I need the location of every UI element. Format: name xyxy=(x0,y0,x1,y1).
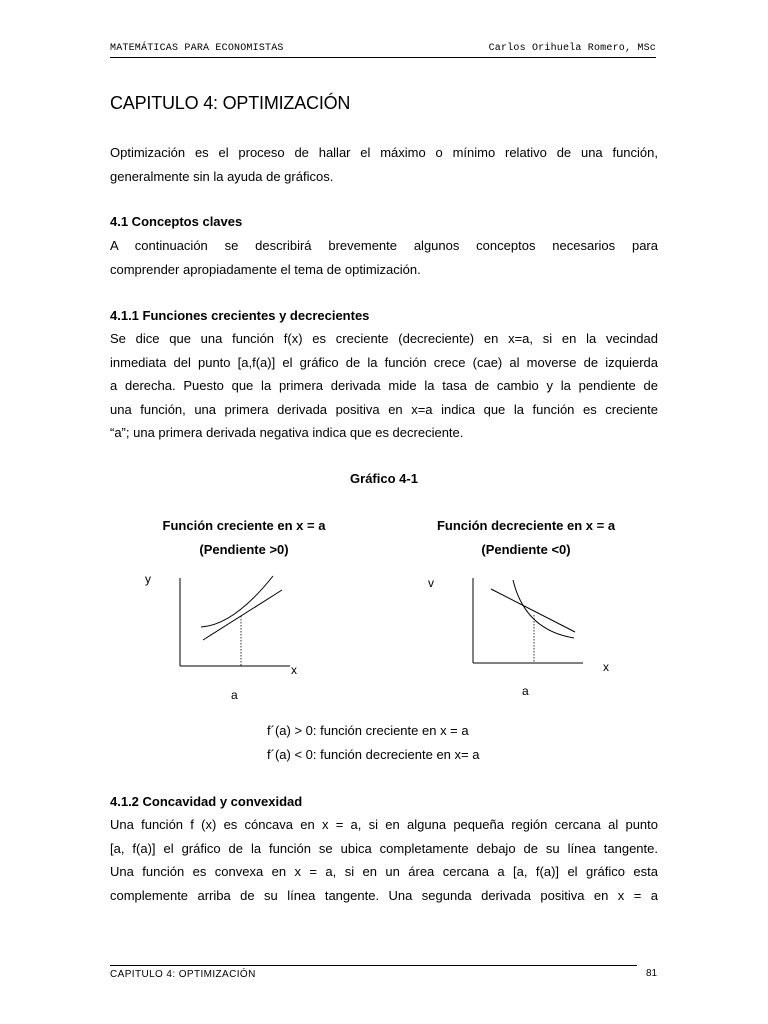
footer-label: CAPITULO 4: OPTIMIZACIÓN xyxy=(110,969,256,980)
right-tangent-line xyxy=(491,589,575,632)
section-4-1-2-paragraph xyxy=(110,813,658,907)
page-footer xyxy=(110,965,637,980)
intro-paragraph xyxy=(110,141,658,188)
right-graph-decreasing xyxy=(463,570,593,670)
text-line: generalmente sin la ayuda de gráficos. xyxy=(110,168,334,184)
page-number: 81 xyxy=(646,968,658,979)
text-line: A continuación se describirá brevemente algunos conceptos necesarios para xyxy=(110,238,658,253)
right-graph-title: Función decreciente en x = a xyxy=(436,518,616,533)
text-line: a derecha. Puesto que la primera derivada mide la tasa de cambio y la pendiente de xyxy=(110,378,658,393)
text-line: una función, una primera derivada positiva en x=a indica que la función es creciente xyxy=(110,401,658,417)
text-line: complemente arriba de su línea tangente. Una segunda derivada positiva en x = a xyxy=(110,887,658,903)
right-curve xyxy=(513,580,574,638)
left-y-axis-label: y xyxy=(145,572,151,586)
left-graph-title: Función creciente en x = a xyxy=(162,518,326,533)
text-line: [a, f(a)] el gráfico de la función se ubica completamente debajo de su línea tangente. xyxy=(110,840,658,856)
left-curve xyxy=(201,576,273,627)
left-point-a-label: a xyxy=(231,688,238,702)
section-4-1-1-paragraph xyxy=(110,327,658,445)
figure-caption: Gráfico 4-1 xyxy=(350,471,418,486)
section-heading-4-1-1: 4.1.1 Funciones crecientes y decrecientes xyxy=(110,308,370,323)
left-graph-subtitle: (Pendiente >0) xyxy=(199,542,289,557)
text-line: Se dice que una función f(x) es creciente (decreciente) en x=a, si en la vecindad xyxy=(110,331,658,346)
condition-decreasing: f´(a) < 0: función decreciente en x= a xyxy=(267,747,480,762)
right-graph-subtitle: (Pendiente <0) xyxy=(481,542,571,557)
text-line: Optimización es el proceso de hallar el máximo o mínimo relativo de una función, xyxy=(110,145,658,160)
left-tangent-line xyxy=(203,590,282,640)
section-heading-4-1: 4.1 Conceptos claves xyxy=(110,214,243,229)
section-heading-4-1-2: 4.1.2 Concavidad y convexidad xyxy=(110,794,303,809)
header-right: Carlos Orihuela Romero, MSc xyxy=(488,43,656,54)
right-y-axis-label: v xyxy=(428,576,434,590)
text-line: inmediata del punto [a,f(a)] el gráfico de la función crece (cae) al moverse de izquierda xyxy=(110,354,658,370)
text-line: comprender apropiadamente el tema de optimización. xyxy=(110,261,421,277)
page-header xyxy=(110,41,656,58)
section-4-1-paragraph xyxy=(110,234,658,281)
header-left: MATEMÁTICAS PARA ECONOMISTAS xyxy=(110,43,284,54)
right-x-axis-label: x xyxy=(603,660,609,674)
text-line: “a”; una primera derivada negativa indica que es decreciente. xyxy=(110,425,464,440)
text-line: Una función f (x) es cóncava en x = a, si en alguna pequeña región cercana al punto xyxy=(110,817,658,832)
right-point-a-label: a xyxy=(522,684,529,698)
chapter-title: CAPITULO 4: OPTIMIZACIÓN xyxy=(110,93,351,113)
condition-increasing: f´(a) > 0: función creciente en x = a xyxy=(267,723,469,738)
text-line: Una función es convexa en x = a, si en un área cercana a [a, f(a)] el gráfico esta xyxy=(110,864,658,879)
left-x-axis-label: x xyxy=(291,663,297,677)
left-graph-increasing xyxy=(170,570,300,670)
